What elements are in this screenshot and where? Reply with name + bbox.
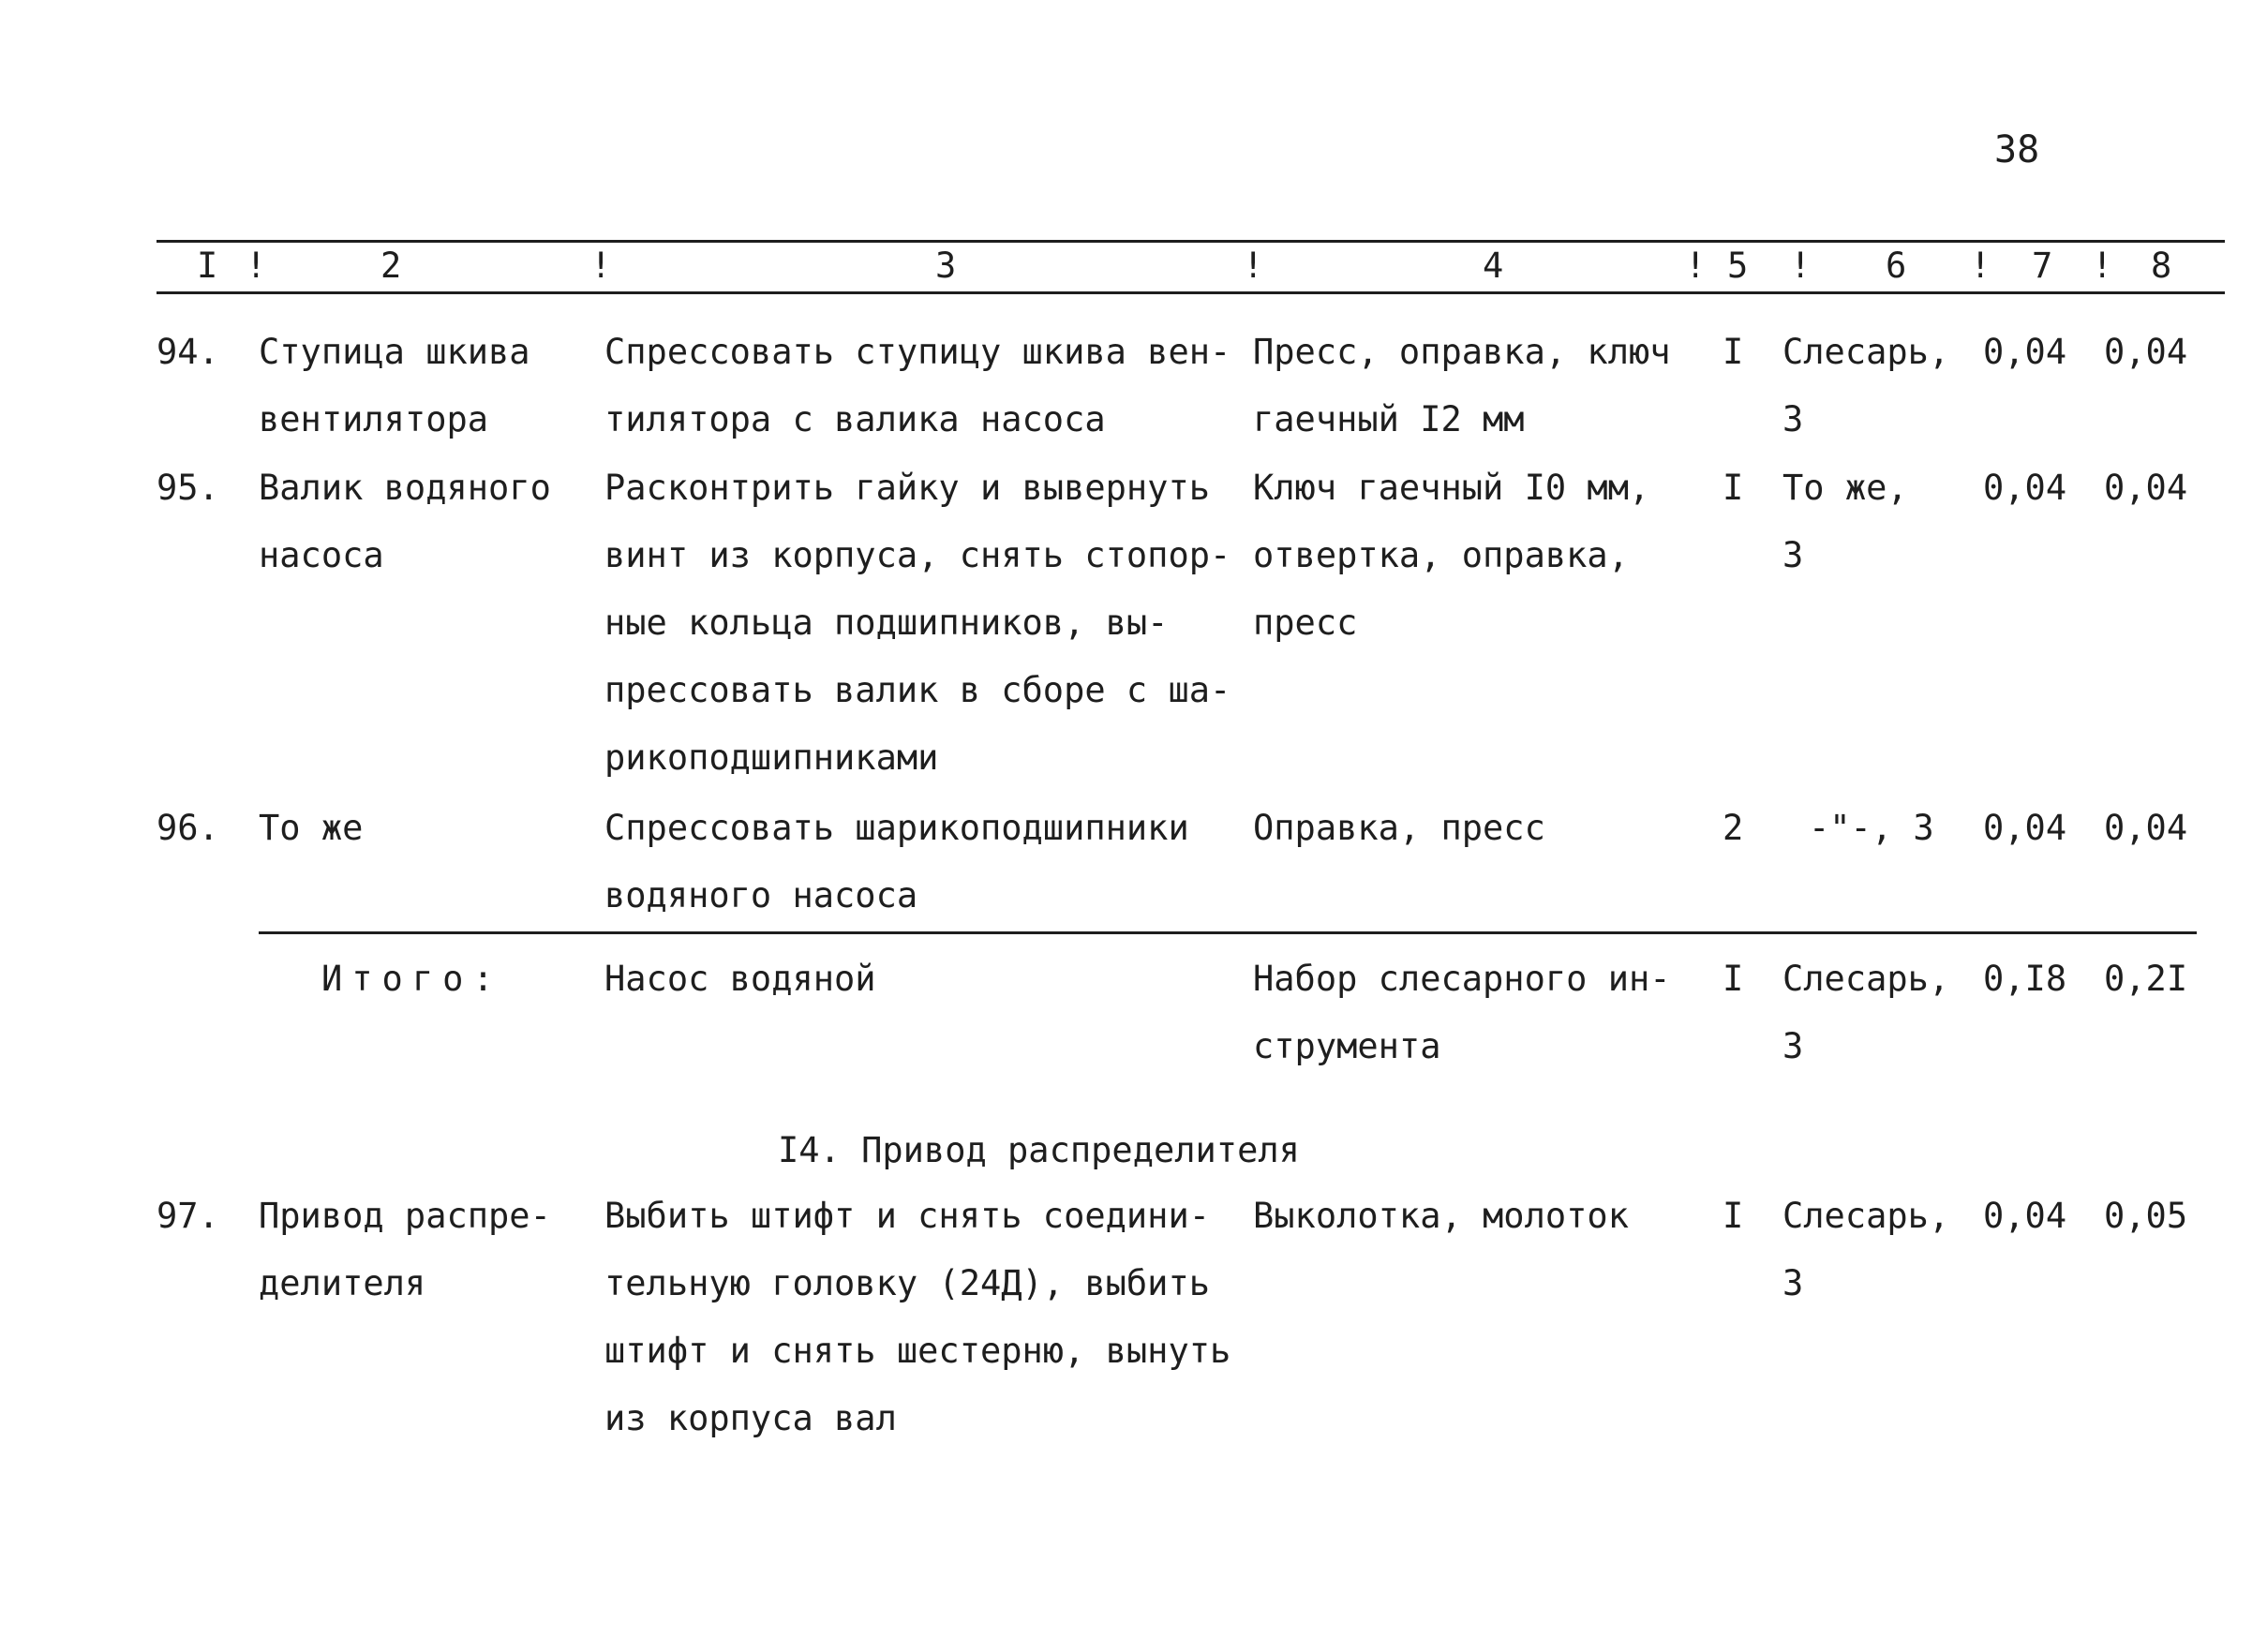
row-95-number: 95. [157,468,219,508]
header-col-8: 8 [2151,246,2172,286]
header-sep-7: ! [2092,246,2113,286]
row-95-worker: То же, 3 [1782,468,1908,575]
header-col-1: I [197,246,218,286]
row-96-time-8: 0,04 [2104,808,2188,848]
row-95-time-7: 0,04 [1983,468,2067,508]
row-96-worker: -"-, 3 [1809,808,1934,848]
row-96-part: То же [259,808,364,848]
header-bottom-rule [157,291,2225,294]
total-worker: Слесарь, 3 [1782,959,1950,1066]
header-col-2: 2 [380,246,402,286]
row-94-part: Ступица шкива вентилятора [259,332,530,439]
row-94-qty: I [1723,332,1744,372]
total-label: Итого: [321,959,503,999]
total-time-8: 0,2I [2104,959,2188,999]
row-96-qty: 2 [1723,808,1744,848]
row-94-number: 94. [157,332,219,372]
row-95-time-8: 0,04 [2104,468,2188,508]
row-94-time-8: 0,04 [2104,332,2188,372]
row-94-tools: Пресс, оправка, ключ гаечный I2 мм [1253,332,1671,439]
row-96-tools: Оправка, пресс [1253,808,1545,848]
header-top-rule [157,240,2225,243]
header-sep-3: ! [1243,246,1264,286]
header-sep-2: ! [590,246,612,286]
header-sep-6: ! [1970,246,1991,286]
total-qty: I [1723,959,1744,999]
row-95-operation: Расконтрить гайку и вывернуть винт из корпуса, снять стопор- ные кольца подшипников, вы- прессовать валик в сборе с ша- рикоподшипниками [604,468,1231,778]
header-col-7: 7 [2032,246,2053,286]
row-96-number: 96. [157,808,219,848]
header-sep-4: ! [1685,246,1707,286]
header-col-4: 4 [1483,246,1504,286]
row-94-worker: Слесарь, 3 [1782,332,1950,439]
header-sep-1: ! [246,246,267,286]
section-title: I4. Привод распределителя [778,1130,1300,1170]
row-96-operation: Спрессовать шарикоподшипники водяного насоса [604,808,1189,915]
row-97-part: Привод распре- делителя [259,1196,551,1303]
row-94-time-7: 0,04 [1983,332,2067,372]
page-number: 38 [1994,128,2040,171]
row-97-worker: Слесарь, 3 [1782,1196,1950,1303]
row-97-number: 97. [157,1196,219,1236]
header-col-3: 3 [935,246,957,286]
row-95-part: Валик водяного насоса [259,468,551,575]
total-operation: Насос водяной [604,959,876,999]
row-97-time-8: 0,05 [2104,1196,2188,1236]
row-97-operation: Выбить штифт и снять соедини- тельную головку (24Д), выбить штифт и снять шестерню, вынуть из корпуса вал [604,1196,1231,1438]
total-time-7: 0,I8 [1983,959,2067,999]
row-95-qty: I [1723,468,1744,508]
header-col-6: 6 [1886,246,1907,286]
row-97-time-7: 0,04 [1983,1196,2067,1236]
row-95-tools: Ключ гаечный I0 мм, отвертка, оправка, пресс [1253,468,1650,643]
header-col-5: 5 [1727,246,1749,286]
row-97-tools: Выколотка, молоток [1253,1196,1629,1236]
row-94-operation: Спрессовать ступицу шкива вен- тилятора с валика насоса [604,332,1231,439]
total-rule [259,931,2197,934]
row-96-time-7: 0,04 [1983,808,2067,848]
header-sep-5: ! [1790,246,1812,286]
total-tools: Набор слесарного ин- струмента [1253,959,1671,1066]
row-97-qty: I [1723,1196,1744,1236]
